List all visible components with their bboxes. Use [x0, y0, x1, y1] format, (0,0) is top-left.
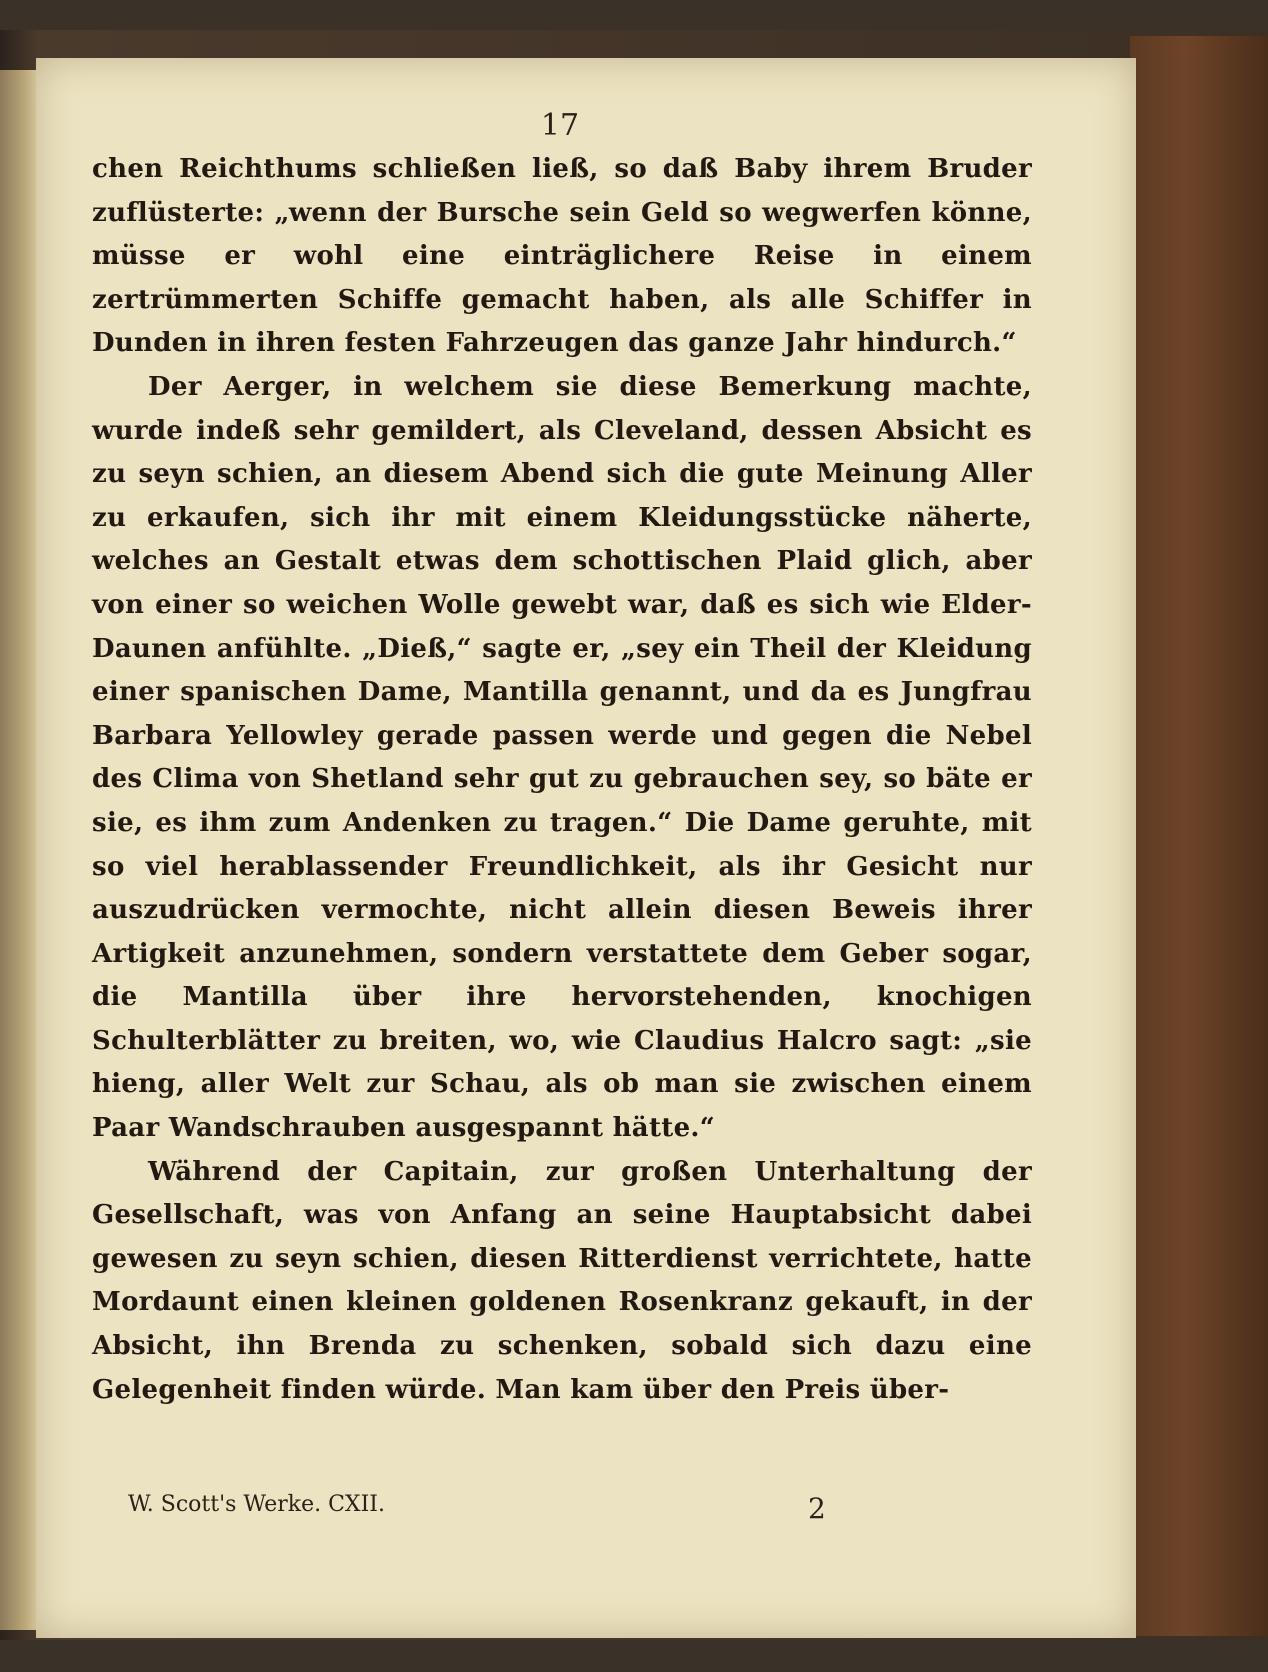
paragraph-3: Während der Capitain, zur großen Unterhaltung der Gesellschaft, was von Anfang an seine Hauptabsicht dabei gewesen zu seyn schien, diesen Ritterdienst verrichtete, hatte Mordaunt einen kleinen goldenen Rosenkranz gekauft, in der Absicht, ihn Brenda zu schenken, sobald sich dazu eine Gelegenheit finden würde. Man kam über den Preis über-: [92, 1156, 1032, 1405]
book-spine-gutter: [0, 70, 40, 1630]
footer-sheet-mark: 2: [808, 1492, 826, 1525]
footer-signature: W. Scott's Werke. CXII.: [128, 1492, 385, 1517]
paragraph-1: chen Reichthums schließen ließ, so daß Baby ihrem Bruder zuflüsterte: „wenn der Bursche sein Geld so wegwerfen könne, müsse er wohl eine einträglichere Reise in einem zertrümmerten Schiffe gemacht haben, als alle Schiffer in Dunden in ihren festen Fahrzeugen das ganze Jahr hindurch.“: [92, 154, 1032, 359]
body-text: [92, 148, 1032, 1412]
book-cover-edge: [1130, 36, 1268, 1636]
page-footer: [92, 1492, 1032, 1532]
paragraph-2: Der Aerger, in welchem sie diese Bemerkung machte, wurde indeß sehr gemildert, als Cleveland, dessen Absicht es zu seyn schien, an diesem Abend sich die gute Meinung Aller zu erkaufen, sich ihr mit einem Kleidungsstücke näherte, welches an Gestalt etwas dem schottischen Plaid glich, aber von einer so weichen Wolle gewebt war, daß es sich wie Elder-Daunen anfühlte. „Dieß,“ sagte er, „sey ein Theil der Kleidung einer spanischen Dame, Mantilla genannt, und da es Jungfrau Barbara Yellowley gerade passen werde und gegen die Nebel des Clima von Shetland sehr gut zu gebrauchen sey, so bäte er sie, es ihm zum Andenken zu tragen.“ Die Dame geruhte, mit so viel herablassender Freundlichkeit, als ihr Gesicht nur auszudrücken vermochte, nicht allein diesen Beweis ihrer Artigkeit anzunehmen, sondern verstattete dem Geber sogar, die Mantilla über ihre hervorstehenden, knochigen Schulterblätter zu breiten, wo, wie Claudius Halcro sagt: „sie hieng, aller Welt zur Schau, als ob man sie zwischen einem Paar Wandschrauben ausgespannt hätte.“: [92, 371, 1032, 1144]
page-number: 17: [540, 108, 580, 143]
